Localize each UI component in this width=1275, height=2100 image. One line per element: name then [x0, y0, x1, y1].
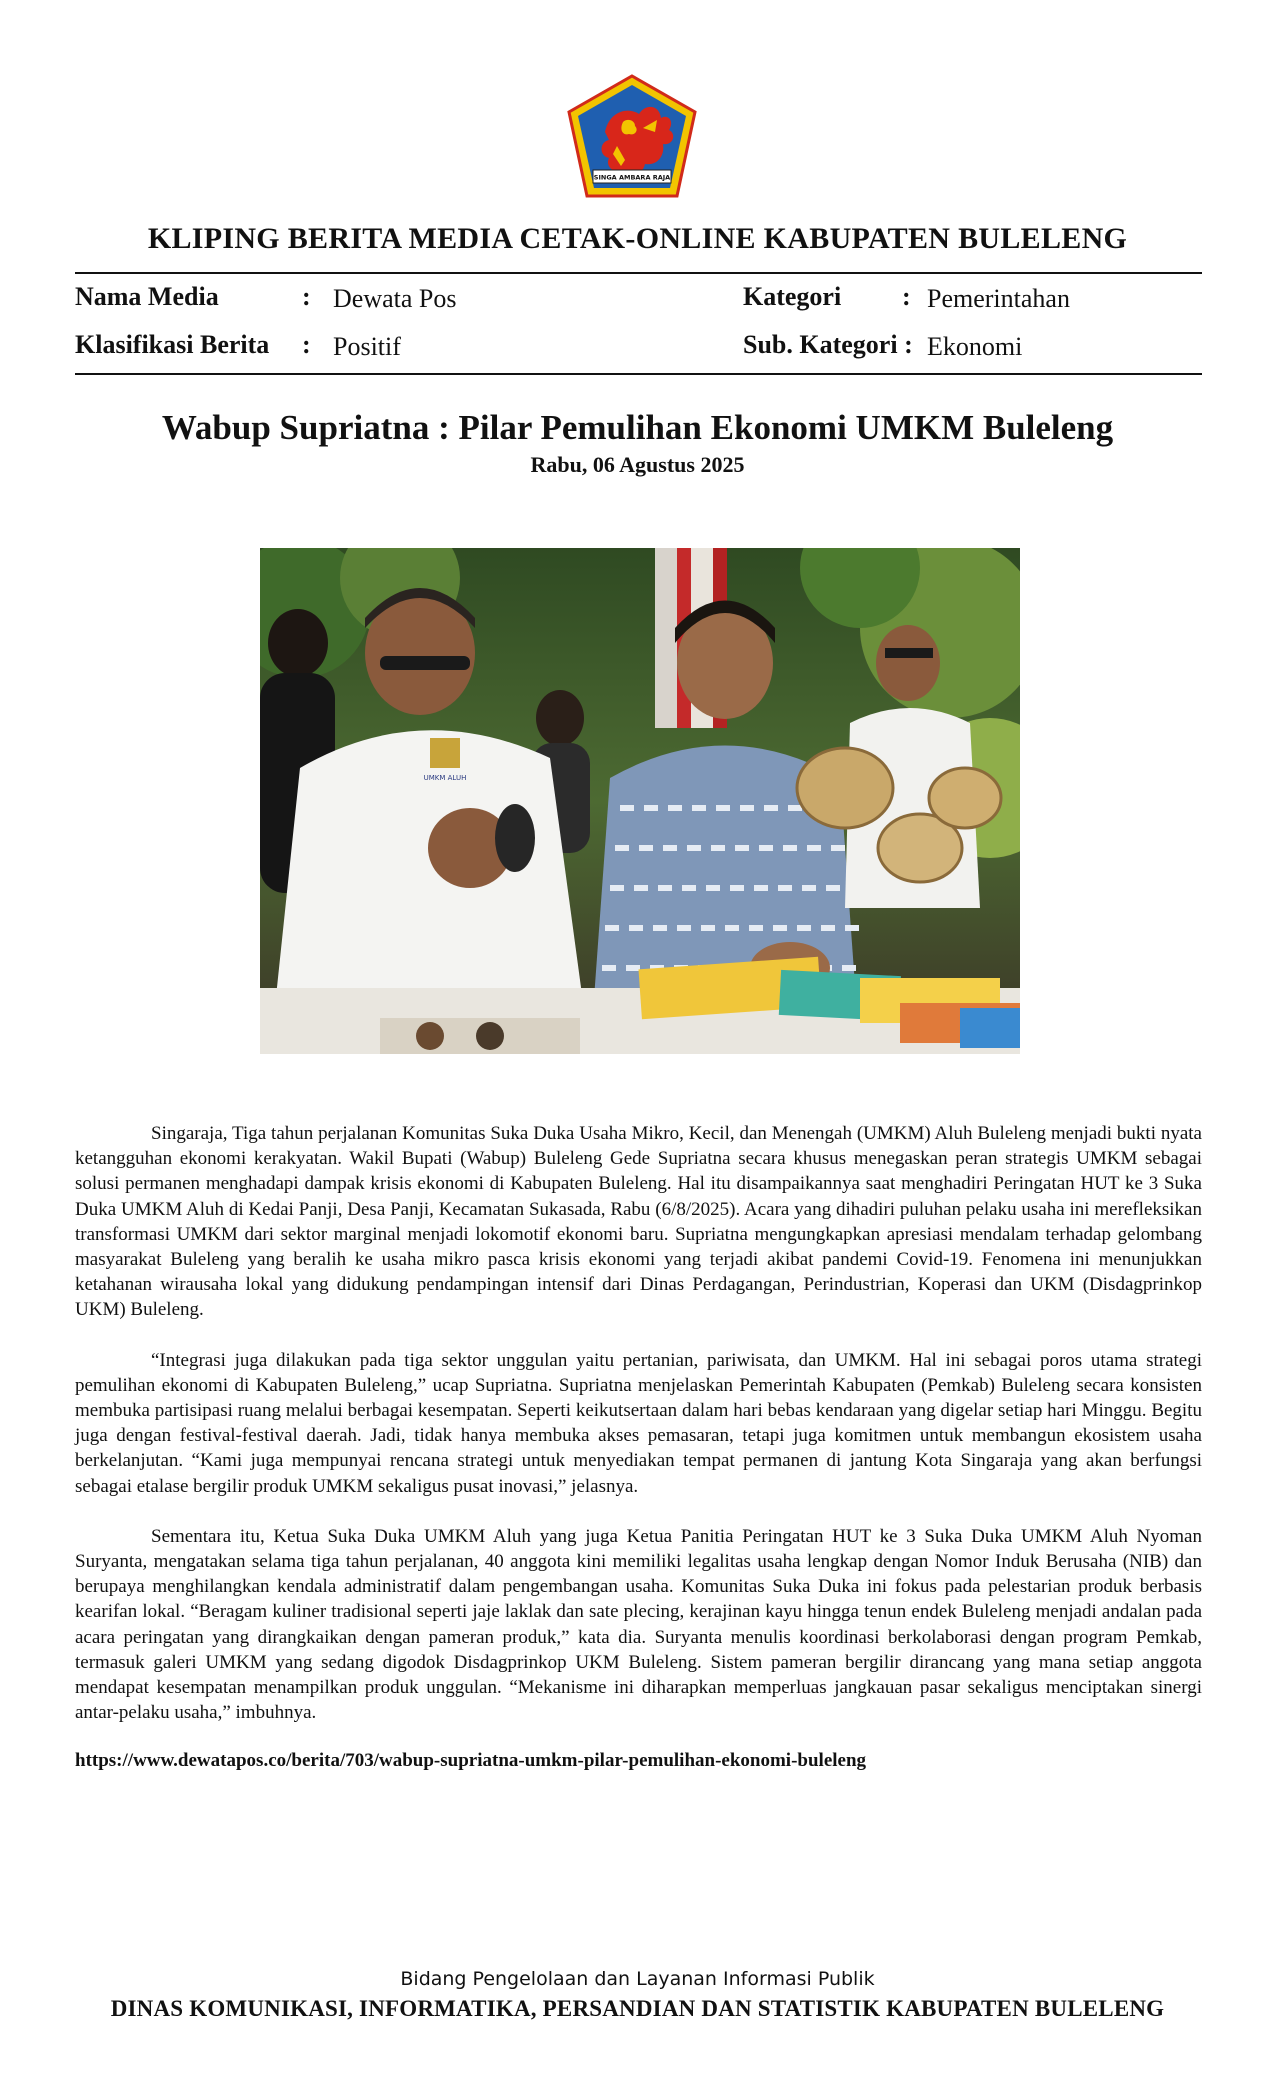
subkategori-value: Ekonomi	[927, 332, 1023, 361]
klasifikasi-value: Positif	[333, 332, 401, 361]
buleleng-coat-of-arms-logo	[565, 74, 699, 200]
article-paragraph-2: “Integrasi juga dilakukan pada tiga sektor unggulan yaitu pertanian, pariwisata, dan UMKM. Hal ini sebagai poros utama strategi pemulihan ekonomi di Kabupaten Buleleng,” ucap Supriatna. Supriatna menjelaskan Pemerintah Kabupaten (Pemkab) Buleleng secara konsisten membuka partisipasi ruang melalui berbagai kesempatan. Seperti keikutsertaan dalam hari bebas kendaraan yang digelar setiap hari Minggu. Begitu juga dengan festival-festival daerah. Jadi, tidak hanya membuka akses pemasaran, tetapi juga komitmen untuk membangun ekosistem usaha berkelanjutan. “Kami juga mempunyai rencana strategi untuk menyediakan tempat permanen di jantung Kota Singaraja yang akan berfungsi sebagai etalase bergilir produk UMKM sekaligus pusat inovasi,” jelasnya.	[75, 1349, 1202, 1497]
subkategori-label: Sub. Kategori :	[743, 330, 913, 359]
klasifikasi-label: Klasifikasi Berita	[75, 330, 270, 359]
media-label: Nama Media	[75, 282, 219, 311]
article-paragraph-3: Sementara itu, Ketua Suka Duka UMKM Aluh yang juga Ketua Panitia Peringatan HUT ke 3 Suka Duka UMKM Aluh Nyoman Suryanta, mengatakan selama tiga tahun perjalanan, 40 anggota kini memiliki legalitas usaha lengkap dengan Nomor Induk Berusaha (NIB) dan berupaya menghilangkan kendala administratif dalam pengembangan usaha. Komunitas Suka Duka ini fokus pada pelestarian produk berbasis kearifan lokal. “Beragam kuliner tradisional seperti jaje laklak dan sate plecing, kerajinan kayu hingga tenun endek Buleleng menjadi andalan pada acara peringatan yang dirangkaikan dengan pameran produk,” kata dia. Suryanta menulis koordinasi berkolaborasi dengan program Pemkab, termasuk galeri UMKM yang sedang digodok Disdagprinkop UKM Buleleng. Sistem pameran bergilir dirancang yang mana setiap anggota mendapat kesempatan menampilkan produk unggulan. “Mekanisme ini diharapkan memperluas jangkauan pasar sekaligus menciptakan sinergi antar-pelaku usaha,” imbuhnya.	[75, 1525, 1202, 1724]
media-colon: :	[302, 282, 311, 311]
photo-badge-text: UMKM ALUH	[423, 774, 467, 782]
article-body	[75, 1121, 1202, 1750]
document-title: KLIPING BERITA MEDIA CETAK-ONLINE KABUPATEN BULELENG	[147, 222, 1128, 255]
kategori-colon: :	[902, 282, 911, 311]
header-top-rule	[75, 272, 1202, 274]
media-value: Dewata Pos	[333, 284, 457, 313]
kategori-value: Pemerintahan	[927, 284, 1070, 313]
footer-division: Bidang Pengelolaan dan Layanan Informasi Publik	[400, 1968, 875, 1990]
article-paragraph-1: Singaraja, Tiga tahun perjalanan Komunitas Suka Duka Usaha Mikro, Kecil, dan Menengah (UMKM) Aluh Buleleng menjadi bukti nyata ketangguhan ekonomi kerakyatan. Wakil Bupati (Wabup) Buleleng Gede Supriatna secara khusus menegaskan peran strategis UMKM sebagai solusi permanen menghadapi dampak krisis ekonomi di Kabupaten Buleleng. Hal itu disampaikannya saat menghadiri Peringatan HUT ke 3 Suka Duka UMKM Aluh di Kedai Panji, Desa Panji, Kecamatan Sukasada, Rabu (6/8/2025). Acara yang dihadiri puluhan pelaku usaha ini merefleksikan transformasi UMKM dari sektor marginal menjadi lokomotif ekonomi baru. Supriatna mengungkapkan apresiasi mendalam terhadap gelombang masyarakat Buleleng yang beralih ke usaha mikro pasca krisis ekonomi yang terjadi akibat pandemi Covid-19. Fenomena ini menunjukkan ketahanan wirausaha lokal yang didukung pendampingan intensif dari Dinas Perdagangan, Perindustrian, Koperasi dan UKM (Disdagprinkop UKM) Buleleng.	[75, 1123, 1202, 1321]
article-photo	[260, 548, 1020, 1054]
footer-agency: DINAS KOMUNIKASI, INFORMATIKA, PERSANDIAN DAN STATISTIK KABUPATEN BULELENG	[110, 1996, 1165, 2021]
logo-motto: SINGA AMBARA RAJA	[593, 173, 671, 182]
source-url[interactable]: https://www.dewatapos.co/berita/703/wabup-supriatna-umkm-pilar-pemulihan-ekonomi-buleleng	[75, 1750, 867, 1771]
article-date: Rabu, 06 Agustus 2025	[530, 452, 745, 477]
header-bottom-rule	[75, 373, 1202, 375]
klasifikasi-colon: :	[302, 330, 311, 359]
kategori-label: Kategori	[743, 282, 842, 311]
article-title: Wabup Supriatna : Pilar Pemulihan Ekonomi UMKM Buleleng	[161, 408, 1114, 447]
